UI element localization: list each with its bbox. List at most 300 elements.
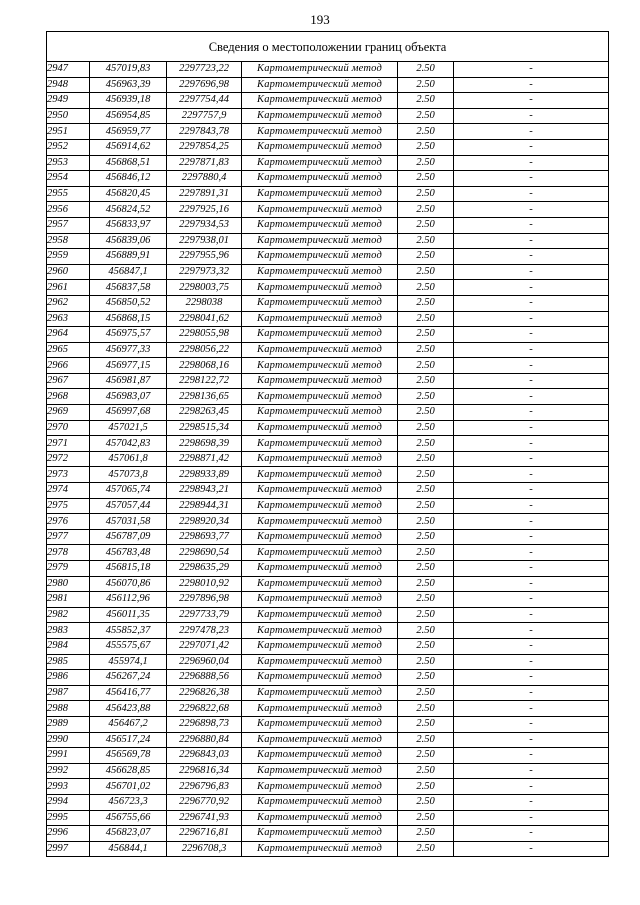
- accuracy-cell: 2.50: [398, 623, 454, 639]
- description-cell: -: [454, 358, 609, 374]
- accuracy-cell: 2.50: [398, 108, 454, 124]
- table-row: [47, 249, 609, 265]
- description-cell: -: [454, 451, 609, 467]
- accuracy-cell: 2.50: [398, 436, 454, 452]
- table-row: [47, 62, 609, 78]
- description-cell: -: [454, 155, 609, 171]
- description-cell: -: [454, 592, 609, 608]
- coordinate-x-cell: 457073,8: [90, 467, 167, 483]
- point-number-cell: 2980: [47, 576, 90, 592]
- description-cell: -: [454, 295, 609, 311]
- coordinate-y-cell: 2298056,22: [167, 342, 242, 358]
- table-title: Сведения о местоположении границ объекта: [47, 32, 609, 62]
- table-row: [47, 810, 609, 826]
- coordinate-y-cell: 2296898,73: [167, 716, 242, 732]
- accuracy-cell: 2.50: [398, 77, 454, 93]
- coordinate-x-cell: 456963,39: [90, 77, 167, 93]
- coordinate-x-cell: 456787,09: [90, 529, 167, 545]
- coordinate-x-cell: 456783,48: [90, 545, 167, 561]
- table-row: [47, 311, 609, 327]
- description-cell: -: [454, 841, 609, 857]
- coordinate-y-cell: 2297896,98: [167, 592, 242, 608]
- coordinate-y-cell: 2298698,39: [167, 436, 242, 452]
- table-row: [47, 342, 609, 358]
- point-number-cell: 2982: [47, 607, 90, 623]
- table-row: [47, 467, 609, 483]
- description-cell: -: [454, 202, 609, 218]
- table-row: [47, 701, 609, 717]
- coordinate-y-cell: 2296822,68: [167, 701, 242, 717]
- method-cell: Картометрический метод: [242, 529, 398, 545]
- coordinate-y-cell: 2296796,83: [167, 779, 242, 795]
- point-number-cell: 2954: [47, 171, 90, 187]
- point-number-cell: 2972: [47, 451, 90, 467]
- point-number-cell: 2953: [47, 155, 90, 171]
- coordinate-y-cell: 2297696,98: [167, 77, 242, 93]
- point-number-cell: 2996: [47, 826, 90, 842]
- method-cell: Картометрический метод: [242, 545, 398, 561]
- description-cell: -: [454, 638, 609, 654]
- description-cell: -: [454, 186, 609, 202]
- method-cell: Картометрический метод: [242, 155, 398, 171]
- coordinate-x-cell: 456983,07: [90, 389, 167, 405]
- table-row: [47, 748, 609, 764]
- coordinate-x-cell: 457065,74: [90, 483, 167, 499]
- coordinate-y-cell: 2298933,89: [167, 467, 242, 483]
- coordinate-x-cell: 456824,52: [90, 202, 167, 218]
- table-row: [47, 264, 609, 280]
- table-row: [47, 373, 609, 389]
- accuracy-cell: 2.50: [398, 217, 454, 233]
- method-cell: Картометрический метод: [242, 93, 398, 109]
- table-row: [47, 202, 609, 218]
- coordinate-y-cell: 2298263,45: [167, 405, 242, 421]
- boundary-table: [46, 31, 609, 857]
- method-cell: Картометрический метод: [242, 342, 398, 358]
- point-number-cell: 2997: [47, 841, 90, 857]
- method-cell: Картометрический метод: [242, 748, 398, 764]
- description-cell: -: [454, 249, 609, 265]
- coordinate-x-cell: 456517,24: [90, 732, 167, 748]
- accuracy-cell: 2.50: [398, 358, 454, 374]
- coordinate-x-cell: 456889,91: [90, 249, 167, 265]
- table-row: [47, 77, 609, 93]
- point-number-cell: 2993: [47, 779, 90, 795]
- point-number-cell: 2959: [47, 249, 90, 265]
- coordinate-y-cell: 2297843,78: [167, 124, 242, 140]
- method-cell: Картометрический метод: [242, 327, 398, 343]
- accuracy-cell: 2.50: [398, 779, 454, 795]
- point-number-cell: 2975: [47, 498, 90, 514]
- table-row: [47, 483, 609, 499]
- coordinate-y-cell: 2297938,01: [167, 233, 242, 249]
- description-cell: -: [454, 576, 609, 592]
- table-row: [47, 763, 609, 779]
- coordinate-x-cell: 456815,18: [90, 561, 167, 577]
- coordinate-x-cell: 456467,2: [90, 716, 167, 732]
- coordinate-y-cell: 2297871,83: [167, 155, 242, 171]
- accuracy-cell: 2.50: [398, 592, 454, 608]
- coordinate-x-cell: 456839,06: [90, 233, 167, 249]
- coordinate-x-cell: 456423,88: [90, 701, 167, 717]
- description-cell: -: [454, 607, 609, 623]
- coordinate-y-cell: 2298690,54: [167, 545, 242, 561]
- point-number-cell: 2978: [47, 545, 90, 561]
- accuracy-cell: 2.50: [398, 529, 454, 545]
- description-cell: -: [454, 732, 609, 748]
- coordinate-y-cell: 2297757,9: [167, 108, 242, 124]
- point-number-cell: 2955: [47, 186, 90, 202]
- description-cell: -: [454, 716, 609, 732]
- table-row: [47, 779, 609, 795]
- description-cell: -: [454, 654, 609, 670]
- method-cell: Картометрический метод: [242, 467, 398, 483]
- table-row: [47, 841, 609, 857]
- description-cell: -: [454, 124, 609, 140]
- description-cell: -: [454, 93, 609, 109]
- point-number-cell: 2958: [47, 233, 90, 249]
- table-row: [47, 670, 609, 686]
- table-row: [47, 716, 609, 732]
- point-number-cell: 2983: [47, 623, 90, 639]
- coordinate-x-cell: 456914,62: [90, 139, 167, 155]
- accuracy-cell: 2.50: [398, 607, 454, 623]
- point-number-cell: 2987: [47, 685, 90, 701]
- point-number-cell: 2986: [47, 670, 90, 686]
- coordinate-x-cell: 456939,18: [90, 93, 167, 109]
- coordinate-y-cell: 2297891,31: [167, 186, 242, 202]
- coordinate-y-cell: 2296888,56: [167, 670, 242, 686]
- description-cell: -: [454, 826, 609, 842]
- table-row: [47, 529, 609, 545]
- table-row: [47, 233, 609, 249]
- point-number-cell: 2971: [47, 436, 90, 452]
- method-cell: Картометрический метод: [242, 171, 398, 187]
- method-cell: Картометрический метод: [242, 670, 398, 686]
- point-number-cell: 2989: [47, 716, 90, 732]
- coordinate-x-cell: 457021,5: [90, 420, 167, 436]
- point-number-cell: 2963: [47, 311, 90, 327]
- point-number-cell: 2979: [47, 561, 90, 577]
- coordinate-y-cell: 2296716,81: [167, 826, 242, 842]
- description-cell: -: [454, 420, 609, 436]
- description-cell: -: [454, 763, 609, 779]
- description-cell: -: [454, 545, 609, 561]
- coordinate-y-cell: 2296816,34: [167, 763, 242, 779]
- accuracy-cell: 2.50: [398, 826, 454, 842]
- table-row: [47, 295, 609, 311]
- table-row: [47, 826, 609, 842]
- table-row: [47, 654, 609, 670]
- table-row: [47, 139, 609, 155]
- method-cell: Картометрический метод: [242, 841, 398, 857]
- coordinate-y-cell: 2298038: [167, 295, 242, 311]
- coordinate-x-cell: 456011,35: [90, 607, 167, 623]
- point-number-cell: 2981: [47, 592, 90, 608]
- accuracy-cell: 2.50: [398, 186, 454, 202]
- accuracy-cell: 2.50: [398, 155, 454, 171]
- method-cell: Картометрический метод: [242, 826, 398, 842]
- coordinate-y-cell: 2297733,79: [167, 607, 242, 623]
- method-cell: Картометрический метод: [242, 436, 398, 452]
- method-cell: Картометрический метод: [242, 139, 398, 155]
- method-cell: Картометрический метод: [242, 217, 398, 233]
- point-number-cell: 2965: [47, 342, 90, 358]
- coordinate-y-cell: 2298136,65: [167, 389, 242, 405]
- accuracy-cell: 2.50: [398, 716, 454, 732]
- point-number-cell: 2968: [47, 389, 90, 405]
- coordinate-y-cell: 2298944,31: [167, 498, 242, 514]
- accuracy-cell: 2.50: [398, 748, 454, 764]
- description-cell: -: [454, 779, 609, 795]
- description-cell: -: [454, 810, 609, 826]
- coordinate-x-cell: 456569,78: [90, 748, 167, 764]
- coordinate-x-cell: 455852,37: [90, 623, 167, 639]
- table-row: [47, 155, 609, 171]
- point-number-cell: 2966: [47, 358, 90, 374]
- description-cell: -: [454, 62, 609, 78]
- coordinate-x-cell: 456723,3: [90, 794, 167, 810]
- accuracy-cell: 2.50: [398, 280, 454, 296]
- description-cell: -: [454, 498, 609, 514]
- description-cell: -: [454, 327, 609, 343]
- table-row: [47, 685, 609, 701]
- coordinate-x-cell: 456844,1: [90, 841, 167, 857]
- coordinate-y-cell: 2298943,21: [167, 483, 242, 499]
- accuracy-cell: 2.50: [398, 654, 454, 670]
- accuracy-cell: 2.50: [398, 763, 454, 779]
- table-row: [47, 420, 609, 436]
- method-cell: Картометрический метод: [242, 420, 398, 436]
- coordinate-x-cell: 456112,96: [90, 592, 167, 608]
- accuracy-cell: 2.50: [398, 233, 454, 249]
- table-row: [47, 171, 609, 187]
- method-cell: Картометрический метод: [242, 701, 398, 717]
- coordinate-x-cell: 456755,66: [90, 810, 167, 826]
- description-cell: -: [454, 529, 609, 545]
- method-cell: Картометрический метод: [242, 763, 398, 779]
- table-row: [47, 186, 609, 202]
- coordinate-y-cell: 2298122,72: [167, 373, 242, 389]
- coordinate-x-cell: 456701,02: [90, 779, 167, 795]
- coordinate-x-cell: 456981,87: [90, 373, 167, 389]
- method-cell: Картометрический метод: [242, 592, 398, 608]
- method-cell: Картометрический метод: [242, 280, 398, 296]
- table-body: [47, 32, 609, 857]
- method-cell: Картометрический метод: [242, 514, 398, 530]
- accuracy-cell: 2.50: [398, 420, 454, 436]
- coordinate-y-cell: 2298871,42: [167, 451, 242, 467]
- table-row: [47, 607, 609, 623]
- table-row: [47, 732, 609, 748]
- description-cell: -: [454, 670, 609, 686]
- method-cell: Картометрический метод: [242, 794, 398, 810]
- coordinate-x-cell: 456975,57: [90, 327, 167, 343]
- point-number-cell: 2969: [47, 405, 90, 421]
- coordinate-x-cell: 457031,58: [90, 514, 167, 530]
- method-cell: Картометрический метод: [242, 779, 398, 795]
- point-number-cell: 2948: [47, 77, 90, 93]
- point-number-cell: 2990: [47, 732, 90, 748]
- point-number-cell: 2985: [47, 654, 90, 670]
- description-cell: -: [454, 467, 609, 483]
- table-row: [47, 217, 609, 233]
- coordinate-y-cell: 2297880,4: [167, 171, 242, 187]
- coordinate-x-cell: 456846,12: [90, 171, 167, 187]
- coordinate-x-cell: 456977,15: [90, 358, 167, 374]
- point-number-cell: 2961: [47, 280, 90, 296]
- accuracy-cell: 2.50: [398, 483, 454, 499]
- accuracy-cell: 2.50: [398, 794, 454, 810]
- accuracy-cell: 2.50: [398, 124, 454, 140]
- coordinate-y-cell: 2297854,25: [167, 139, 242, 155]
- method-cell: Картометрический метод: [242, 202, 398, 218]
- coordinate-y-cell: 2296960,04: [167, 654, 242, 670]
- accuracy-cell: 2.50: [398, 576, 454, 592]
- description-cell: -: [454, 794, 609, 810]
- description-cell: -: [454, 280, 609, 296]
- table-row: [47, 561, 609, 577]
- coordinate-x-cell: 456267,24: [90, 670, 167, 686]
- table-row: [47, 545, 609, 561]
- coordinate-x-cell: 457057,44: [90, 498, 167, 514]
- coordinate-y-cell: 2296843,03: [167, 748, 242, 764]
- coordinate-y-cell: 2298635,29: [167, 561, 242, 577]
- method-cell: Картометрический метод: [242, 389, 398, 405]
- point-number-cell: 2973: [47, 467, 90, 483]
- coordinate-x-cell: 457019,83: [90, 62, 167, 78]
- coordinate-y-cell: 2298055,98: [167, 327, 242, 343]
- accuracy-cell: 2.50: [398, 171, 454, 187]
- point-number-cell: 2984: [47, 638, 90, 654]
- method-cell: Картометрический метод: [242, 264, 398, 280]
- coordinate-x-cell: 456997,68: [90, 405, 167, 421]
- coordinate-x-cell: 456820,45: [90, 186, 167, 202]
- point-number-cell: 2974: [47, 483, 90, 499]
- description-cell: -: [454, 233, 609, 249]
- accuracy-cell: 2.50: [398, 467, 454, 483]
- accuracy-cell: 2.50: [398, 342, 454, 358]
- coordinate-x-cell: 456070,86: [90, 576, 167, 592]
- coordinate-y-cell: 2297478,23: [167, 623, 242, 639]
- accuracy-cell: 2.50: [398, 670, 454, 686]
- coordinate-x-cell: 456823,07: [90, 826, 167, 842]
- method-cell: Картометрический метод: [242, 108, 398, 124]
- description-cell: -: [454, 171, 609, 187]
- description-cell: -: [454, 561, 609, 577]
- table-row: [47, 638, 609, 654]
- coordinate-x-cell: 456628,85: [90, 763, 167, 779]
- accuracy-cell: 2.50: [398, 701, 454, 717]
- point-number-cell: 2995: [47, 810, 90, 826]
- table-row: [47, 108, 609, 124]
- description-cell: -: [454, 405, 609, 421]
- method-cell: Картометрический метод: [242, 186, 398, 202]
- accuracy-cell: 2.50: [398, 841, 454, 857]
- coordinate-x-cell: 456868,15: [90, 311, 167, 327]
- description-cell: -: [454, 514, 609, 530]
- method-cell: Картометрический метод: [242, 576, 398, 592]
- coordinate-y-cell: 2296770,92: [167, 794, 242, 810]
- coordinate-y-cell: 2298920,34: [167, 514, 242, 530]
- coordinate-y-cell: 2298068,16: [167, 358, 242, 374]
- table-row: [47, 280, 609, 296]
- description-cell: -: [454, 217, 609, 233]
- description-cell: -: [454, 108, 609, 124]
- method-cell: Картометрический метод: [242, 62, 398, 78]
- table-row: [47, 436, 609, 452]
- table-row: [47, 405, 609, 421]
- point-number-cell: 2977: [47, 529, 90, 545]
- accuracy-cell: 2.50: [398, 295, 454, 311]
- accuracy-cell: 2.50: [398, 685, 454, 701]
- method-cell: Картометрический метод: [242, 810, 398, 826]
- table-row: [47, 592, 609, 608]
- accuracy-cell: 2.50: [398, 732, 454, 748]
- point-number-cell: 2952: [47, 139, 90, 155]
- accuracy-cell: 2.50: [398, 451, 454, 467]
- method-cell: Картометрический метод: [242, 483, 398, 499]
- description-cell: -: [454, 77, 609, 93]
- accuracy-cell: 2.50: [398, 810, 454, 826]
- accuracy-cell: 2.50: [398, 139, 454, 155]
- coordinate-y-cell: 2296741,93: [167, 810, 242, 826]
- table-row: [47, 389, 609, 405]
- accuracy-cell: 2.50: [398, 264, 454, 280]
- coordinate-x-cell: 456850,52: [90, 295, 167, 311]
- coordinate-y-cell: 2297973,32: [167, 264, 242, 280]
- coordinate-x-cell: 455974,1: [90, 654, 167, 670]
- point-number-cell: 2991: [47, 748, 90, 764]
- method-cell: Картометрический метод: [242, 561, 398, 577]
- accuracy-cell: 2.50: [398, 561, 454, 577]
- table-row: [47, 576, 609, 592]
- accuracy-cell: 2.50: [398, 311, 454, 327]
- method-cell: Картометрический метод: [242, 716, 398, 732]
- description-cell: -: [454, 264, 609, 280]
- coordinate-y-cell: 2298010,92: [167, 576, 242, 592]
- description-cell: -: [454, 685, 609, 701]
- point-number-cell: 2960: [47, 264, 90, 280]
- table-row: [47, 794, 609, 810]
- point-number-cell: 2962: [47, 295, 90, 311]
- coordinate-y-cell: 2297723,22: [167, 62, 242, 78]
- method-cell: Картометрический метод: [242, 358, 398, 374]
- description-cell: -: [454, 483, 609, 499]
- coordinate-x-cell: 456416,77: [90, 685, 167, 701]
- coordinate-x-cell: 456977,33: [90, 342, 167, 358]
- method-cell: Картометрический метод: [242, 654, 398, 670]
- point-number-cell: 2994: [47, 794, 90, 810]
- method-cell: Картометрический метод: [242, 373, 398, 389]
- table-row: [47, 327, 609, 343]
- method-cell: Картометрический метод: [242, 249, 398, 265]
- description-cell: -: [454, 436, 609, 452]
- point-number-cell: 2950: [47, 108, 90, 124]
- table-row: [47, 358, 609, 374]
- coordinate-y-cell: 2297934,53: [167, 217, 242, 233]
- accuracy-cell: 2.50: [398, 373, 454, 389]
- description-cell: -: [454, 623, 609, 639]
- accuracy-cell: 2.50: [398, 545, 454, 561]
- method-cell: Картометрический метод: [242, 77, 398, 93]
- coordinate-y-cell: 2296880,84: [167, 732, 242, 748]
- method-cell: Картометрический метод: [242, 295, 398, 311]
- page-number: 193: [310, 12, 330, 27]
- point-number-cell: 2964: [47, 327, 90, 343]
- point-number-cell: 2988: [47, 701, 90, 717]
- method-cell: Картометрический метод: [242, 233, 398, 249]
